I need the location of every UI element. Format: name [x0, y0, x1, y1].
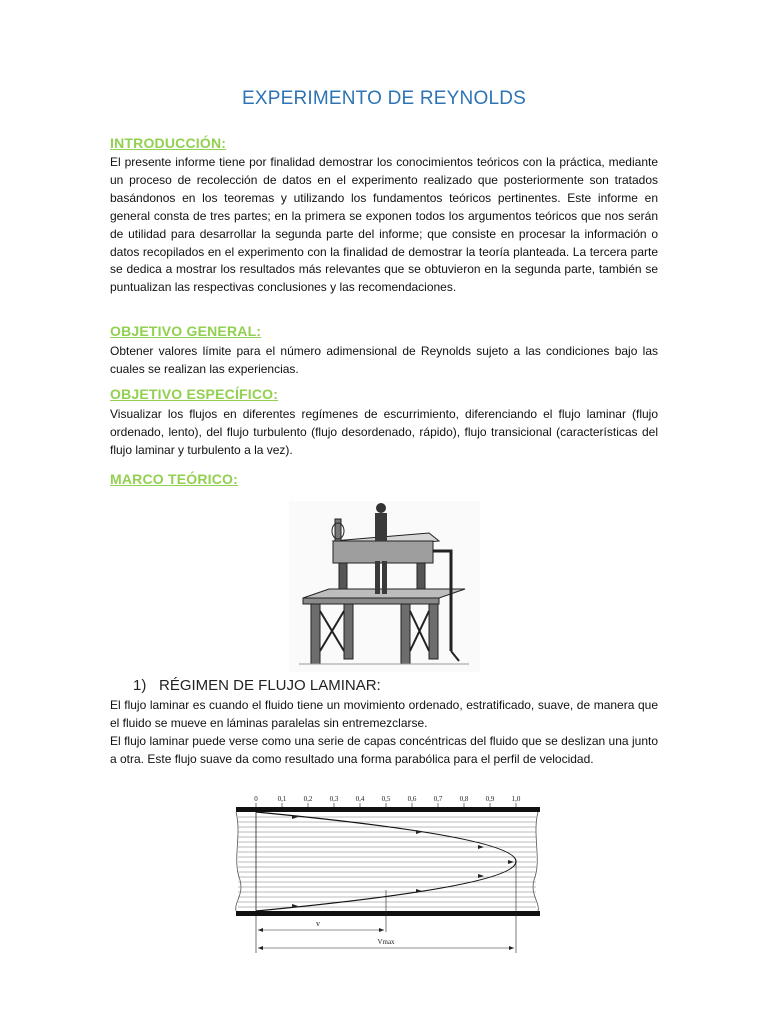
scale-label-10: 1,0 [511, 795, 521, 803]
velocity-label-v: v [316, 919, 320, 928]
laminar-velocity-profile-diagram [232, 790, 544, 972]
section-heading-objetivo-especifico: OBJETIVO ESPECÍFICO: [110, 386, 279, 402]
objetivo-general-paragraph: Obtener valores límite para el número adimensional de Reynolds sujeto a las condiciones bajo las cuales se realizan las experiencias. [110, 344, 658, 376]
introduccion-paragraph: El presente informe tiene por finalidad demostrar los conocimientos teóricos con la práctica, mediante un proceso de recolección de datos en el experimento realizado que posteriormente son tratados basándonos en los teoremas y utilizando los fundamentos teóricos pertinentes. Este informe en general consta de tres partes; en la primera se exponen todos los argumentos teóricos que nos serán de utilidad para desarrollar la segunda parte del informe; que consiste en procesar la información o datos recopilados en el experimento con la finalidad de demostrar la teoría planteada. La tercera parte se dedica a mostrar los resultados más relevantes que se obtuvieron en la segunda parte, también se puntualizan las respectivas conclusiones y las recomendaciones. [110, 155, 658, 295]
heading-text: RÉGIMEN DE FLUJO LAMINAR: [159, 677, 381, 694]
scale-label-6: 0,6 [407, 795, 417, 803]
section-heading-marco-teorico: MARCO TEÓRICO: [110, 471, 239, 487]
scale-label-4: 0,4 [355, 795, 365, 803]
scale-label-2: 0,2 [303, 795, 313, 803]
scale-label-5: 0,5 [381, 795, 391, 803]
scale-label-7: 0,7 [433, 795, 443, 803]
list-number: 1) [133, 677, 147, 694]
scale-label-9: 0,9 [485, 795, 495, 803]
scale-label-3: 0,3 [329, 795, 339, 803]
scale-label-0: 0 [254, 795, 258, 803]
scale-label-8: 0,8 [459, 795, 469, 803]
objetivo-especifico-paragraph: Visualizar los flujos en diferentes regímenes de escurrimiento, diferenciando el flujo laminar (flujo ordenado, lento), del flujo turbulento (flujo desordenado, rápido), flujo transicional (características del flujo laminar y turbulento a la vez). [110, 407, 658, 457]
section-heading-introduccion: INTRODUCCIÓN: [110, 135, 227, 151]
section-heading-objetivo-general: OBJETIVO GENERAL: [110, 323, 262, 339]
scale-label-1: 0,1 [277, 795, 287, 803]
numbered-heading-regimen-laminar [133, 677, 381, 694]
regimen-laminar-paragraph-1: El flujo laminar es cuando el fluido tiene un movimiento ordenado, estratificado, suave, de manera que el fluido se mueve en láminas paralelas sin entremezclarse. [110, 698, 658, 730]
regimen-laminar-paragraph-2: El flujo laminar puede verse como una serie de capas concéntricas del fluido que se deslizan una junto a otra. Este flujo suave da como resultado una forma parabólica para el perfil de velocidad. [110, 734, 658, 766]
velocity-label-vmax: Vmax [377, 938, 395, 946]
page-title: EXPERIMENTO DE REYNOLDS [241, 88, 527, 109]
reynolds-apparatus-illustration [289, 501, 480, 672]
